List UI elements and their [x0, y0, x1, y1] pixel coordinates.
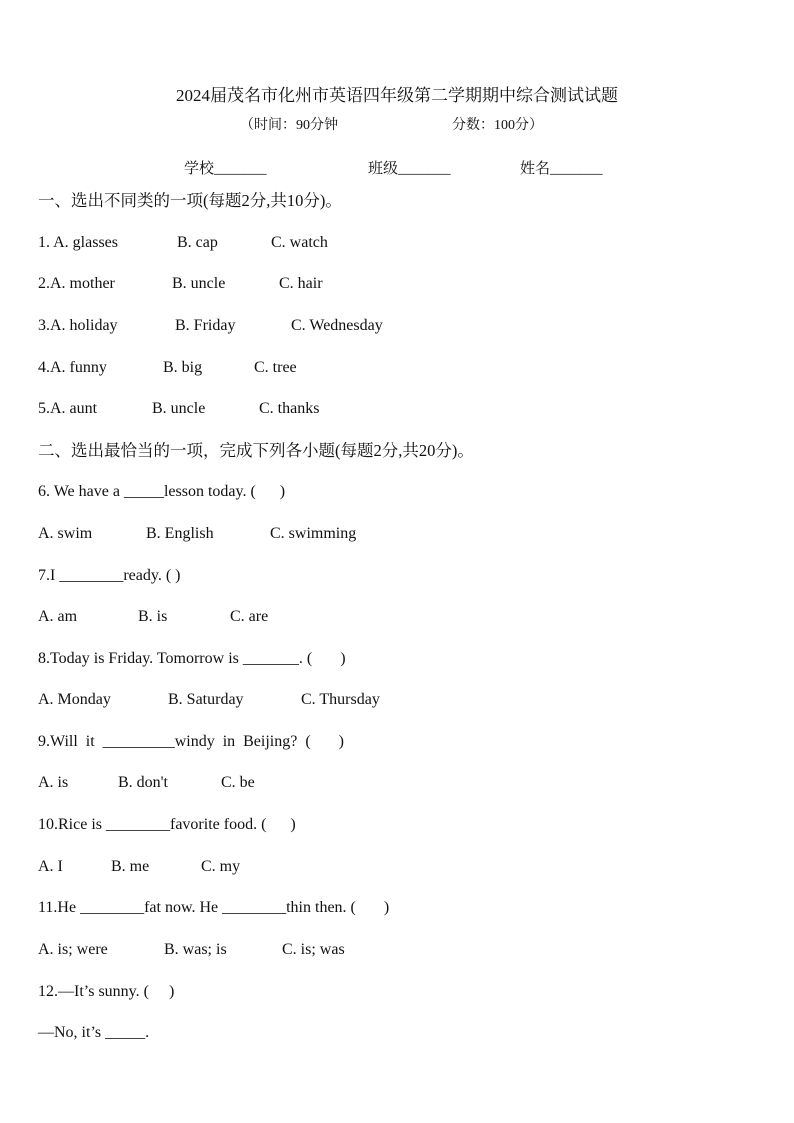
question-stem: 9.Will it _________windy in Beijing? ( ) — [38, 733, 344, 750]
option-a: 4.A. funny — [38, 359, 107, 376]
option-c: C. thanks — [259, 400, 320, 417]
option-b: B. cap — [177, 234, 218, 251]
class-field: 班级_______ — [368, 161, 451, 177]
option-c: C. Wednesday — [291, 317, 383, 334]
section-heading-1: 一、选出不同类的一项(每题2分,共10分)。 — [38, 191, 342, 210]
option-c: C. watch — [271, 234, 328, 251]
option-a: A. is; were — [38, 941, 108, 958]
option-c: C. hair — [279, 275, 323, 292]
page-title: 2024届茂名市化州市英语四年级第二学期期中综合测试试题 — [176, 86, 618, 105]
option-b: B. was; is — [164, 941, 227, 958]
section-heading-2: 二、选出最恰当的一项，完成下列各小题(每题2分,共20分)。 — [38, 441, 474, 460]
name-field: 姓名_______ — [520, 161, 603, 177]
option-a: 1. A. glasses — [38, 234, 118, 251]
question-stem: 6. We have a _____lesson today. ( ) — [38, 483, 286, 500]
question-stem: 8.Today is Friday. Tomorrow is _______. ( ) — [38, 650, 346, 667]
exam-score: 分数：100分） — [452, 118, 543, 133]
dialogue-reply: —No, it’s _____. — [38, 1024, 150, 1041]
option-c: C. my — [201, 858, 241, 875]
option-a: A. is — [38, 774, 69, 791]
option-a: 3.A. holiday — [38, 317, 118, 334]
option-b: B. is — [138, 608, 168, 625]
option-a: A. I — [38, 858, 63, 875]
option-b: B. don't — [118, 774, 168, 791]
option-b: B. big — [163, 359, 203, 376]
option-c: C. swimming — [270, 525, 357, 542]
option-a: A. swim — [38, 525, 93, 542]
option-b: B. uncle — [152, 400, 206, 417]
question-stem: 11.He ________fat now. He ________thin then. ( ) — [38, 899, 390, 916]
option-c: C. are — [230, 608, 269, 625]
option-b: B. Saturday — [168, 691, 244, 708]
option-c: C. tree — [254, 359, 297, 376]
option-a: 5.A. aunt — [38, 400, 98, 417]
option-c: C. be — [221, 774, 255, 791]
option-a: A. Monday — [38, 691, 111, 708]
option-c: C. Thursday — [301, 691, 380, 708]
question-stem: 12.—It’s sunny. ( ) — [38, 983, 175, 1000]
exam-time: （时间：90分钟 — [240, 118, 338, 133]
option-b: B. me — [111, 858, 150, 875]
option-b: B. English — [146, 525, 214, 542]
option-b: B. uncle — [172, 275, 226, 292]
question-stem: 7.I ________ready. ( ) — [38, 567, 181, 584]
school-field: 学校_______ — [184, 161, 267, 177]
option-a: 2.A. mother — [38, 275, 115, 292]
question-stem: 10.Rice is ________favorite food. ( ) — [38, 816, 296, 833]
option-c: C. is; was — [282, 941, 345, 958]
option-a: A. am — [38, 608, 78, 625]
option-b: B. Friday — [175, 317, 236, 334]
